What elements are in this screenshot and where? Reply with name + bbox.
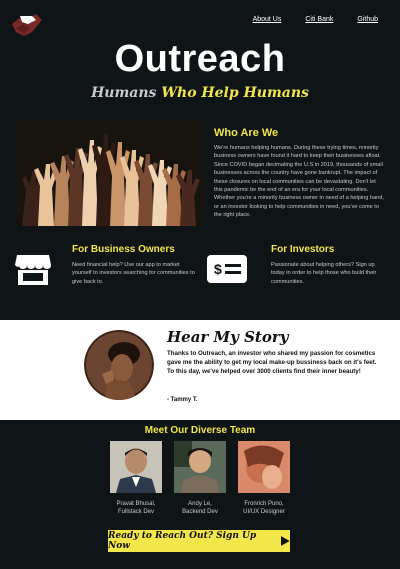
hero-tagline — [0, 85, 400, 101]
nav-links — [253, 16, 378, 23]
top-nav — [0, 0, 400, 40]
play-arrow-icon — [281, 536, 290, 546]
nav-link-about-us[interactable]: About Us — [252, 16, 282, 23]
team-photo-fronrich — [238, 441, 290, 493]
testimonial-portrait — [84, 330, 154, 400]
team-member-role: Fullstack Dev — [117, 508, 154, 515]
storefront-icon — [15, 253, 51, 285]
sign-up-cta-button[interactable] — [108, 530, 290, 552]
nav-link-citi-bank[interactable]: Citi Bank — [305, 16, 334, 23]
raised-hands-image — [16, 120, 204, 226]
nav-link-github[interactable]: Github — [357, 16, 378, 23]
team-member-name: Andy Le, — [188, 501, 212, 507]
business-owners-title: For Business Owners — [72, 244, 175, 255]
story-signature: - Tammy T. — [167, 397, 198, 403]
business-owners-text: Need financial help? Use our app to market yourself to investors searching for communities to give back to. — [72, 262, 195, 285]
team-member-label — [110, 501, 162, 517]
story-title: Hear My Story — [167, 328, 289, 346]
team-member-label — [174, 501, 226, 517]
svg-text:$: $ — [214, 261, 222, 277]
money-icon — [207, 255, 247, 283]
team-member-role: UI/UX Designer — [243, 508, 285, 515]
team-photo-andy — [174, 441, 226, 493]
investors-title: For Investors — [271, 244, 335, 255]
who-are-we-text: We're humans helping humans. During these trying times, minority business owners have found it hard to keep their businesses afloat. Since COVID began decimating the U.S in 2019, thousands of small businesses across the country have gone bankrupt. The impact of these closures on local communities can be devastating. Don't let this pandemic be the end of an era for your local communities. Whether you're a minority business owner in need of a helping hand, or an investor looking to help communities in need, you've come to the right place. — [214, 145, 384, 219]
team-member-andy — [174, 441, 226, 517]
team-member-fronrich — [238, 441, 290, 517]
cta-label: Ready to Reach Out? Sign Up Now — [108, 531, 257, 551]
hero-title: Outreach — [114, 38, 286, 80]
team-photo-pravat — [110, 441, 162, 493]
who-are-we-title: Who Are We — [214, 127, 279, 139]
team-member-role: Backend Dev — [182, 508, 218, 515]
story-text: Thanks to Outreach, an investor who shared my passion for cosmetics gave me the ability to get my local make-up bussiness back on it's feet. To this day, we've helped over 3000 clients find their inner beauty! — [167, 350, 377, 375]
handshake-logo-icon[interactable] — [10, 10, 44, 40]
team-member-name: Pravat Bhusal, — [116, 501, 156, 507]
team-member-pravat — [110, 441, 162, 517]
investors-text: Passionate about helping others? Sign up today in order to help those who build their communities. — [271, 262, 377, 285]
team-title: Meet Our Diverse Team — [144, 425, 256, 436]
team-member-label — [238, 501, 290, 517]
tagline-part-2: Who Help Humans — [161, 85, 309, 101]
team-member-name: Fronrich Puno, — [244, 501, 284, 507]
tagline-part-1: Humans — [91, 85, 157, 101]
